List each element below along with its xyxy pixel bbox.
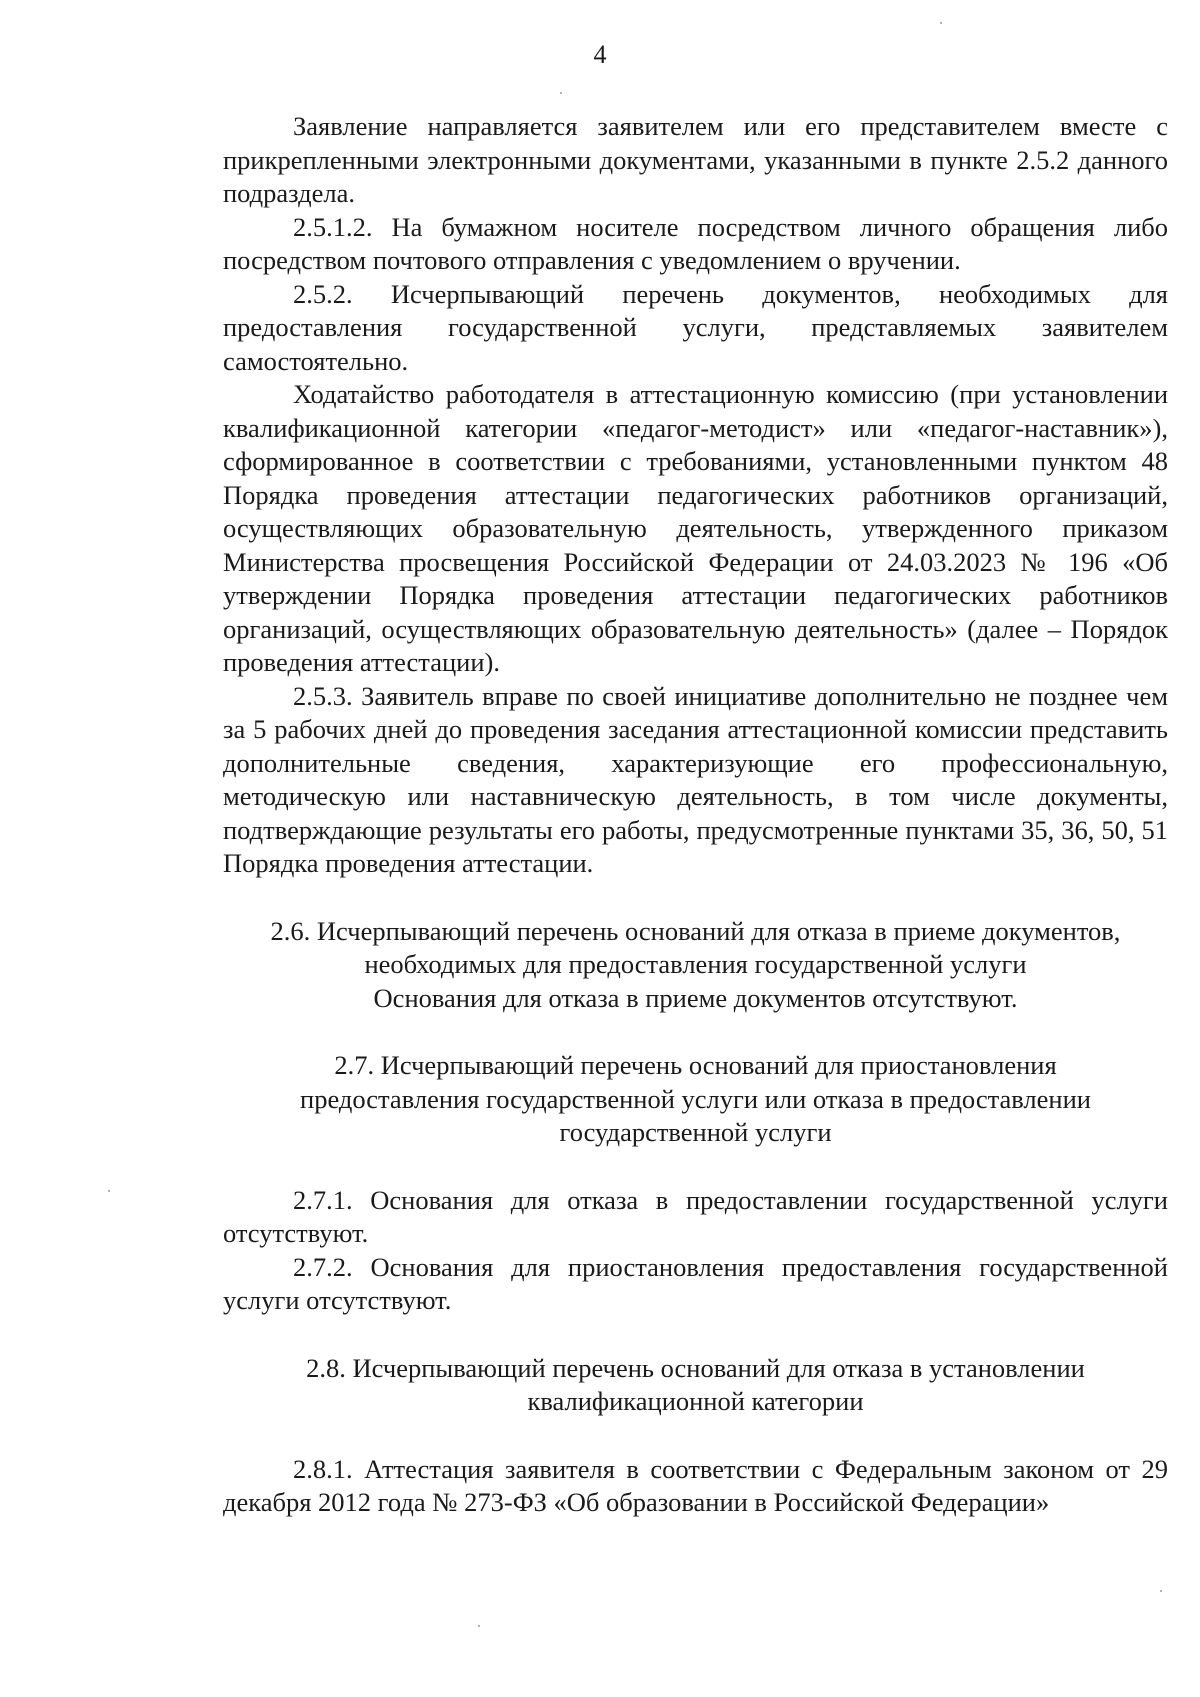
scan-speck bbox=[478, 1625, 480, 1627]
paragraph-2-7-1: 2.7.1. Основания для отказа в предоставлении государственной услуги отсутствуют. bbox=[223, 1184, 1168, 1248]
paragraph-2-7-2: 2.7.2. Основания для приостановления предоставления государственной услуги отсутствуют. bbox=[223, 1251, 1168, 1315]
section-heading-line: 2.7. Исчерпывающий перечень оснований для приостановления bbox=[334, 1050, 1057, 1080]
paragraph-application-sent: Заявление направляется заявителем или его представителем вместе с прикрепленными электронными документами, указанными в пункте 2.5.2 данного подраздела. bbox=[223, 111, 1168, 208]
section-2-8-heading bbox=[223, 1352, 1168, 1419]
section-heading-line: 2.8. Исчерпывающий перечень оснований для отказа в установлении bbox=[306, 1352, 1085, 1383]
section-heading-line: предоставления государственной услуги или отказа в предоставлении bbox=[300, 1083, 1091, 1114]
scan-speck bbox=[560, 92, 562, 94]
section-heading-line: государственной услуги bbox=[559, 1117, 832, 1147]
scan-speck bbox=[940, 22, 942, 24]
paragraph-2-8-1: 2.8.1. Аттестация заявителя в соответствии с Федеральным законом от 29 декабря 2012 года № 273-ФЗ «Об образовании в Российской Федерации» bbox=[223, 1453, 1168, 1517]
section-heading-line: необходимых для предоставления государственной услуги bbox=[364, 949, 1027, 979]
scan-speck bbox=[1160, 1590, 1162, 1592]
scan-speck bbox=[108, 1190, 110, 1192]
paragraph-employer-petition: Ходатайство работодателя в аттестационную комиссию (при установлении квалификационной категории «педагог-методист» или «педагог-наставник»), сформированное в соответствии с требованиями, установленными пунктом 48 Порядка проведения аттестации педагогических работников организаций, осуществляющих образовательную деятельность, утвержденного приказом Министерства просвещения Российской Федерации от 24.03.2023 № 196 «Об утверждении Порядка проведения аттестации педагогических работников организаций, осуществляющих образовательную деятельность» (далее – Порядок проведения аттестации). bbox=[223, 379, 1168, 677]
paragraph-2-5-1-2: 2.5.1.2. На бумажном носителе посредством личного обращения либо посредством почтового отправления с уведомлением о вручении. bbox=[223, 211, 1168, 275]
paragraph-2-5-2: 2.5.2. Исчерпывающий перечень документов, необходимых для предоставления государственной услуги, представляемых заявителем самостоятельно. bbox=[223, 278, 1168, 376]
section-2-6-heading bbox=[223, 915, 1168, 982]
page-number: 4 bbox=[593, 40, 607, 69]
section-heading-line: 2.6. Исчерпывающий перечень оснований для отказа в приеме документов, bbox=[270, 915, 1121, 946]
section-2-7-heading bbox=[223, 1049, 1168, 1150]
section-heading-line: квалификационной категории bbox=[527, 1386, 864, 1416]
section-2-6-text: Основания для отказа в приеме документов отсутствуют. bbox=[373, 982, 1018, 1013]
document-body bbox=[223, 110, 1168, 1520]
paragraph-2-5-3: 2.5.3. Заявитель вправе по своей инициативе дополнительно не позднее чем за 5 рабочих дней до проведения заседания аттестационной комиссии представить дополнительные сведения, характеризующие его профессиональную, методическую или наставническую деятельность, в том числе документы, подтверждающие результаты его работы, предусмотренные пунктами 35, 36, 50, 51 Порядка проведения аттестации. bbox=[223, 680, 1168, 878]
